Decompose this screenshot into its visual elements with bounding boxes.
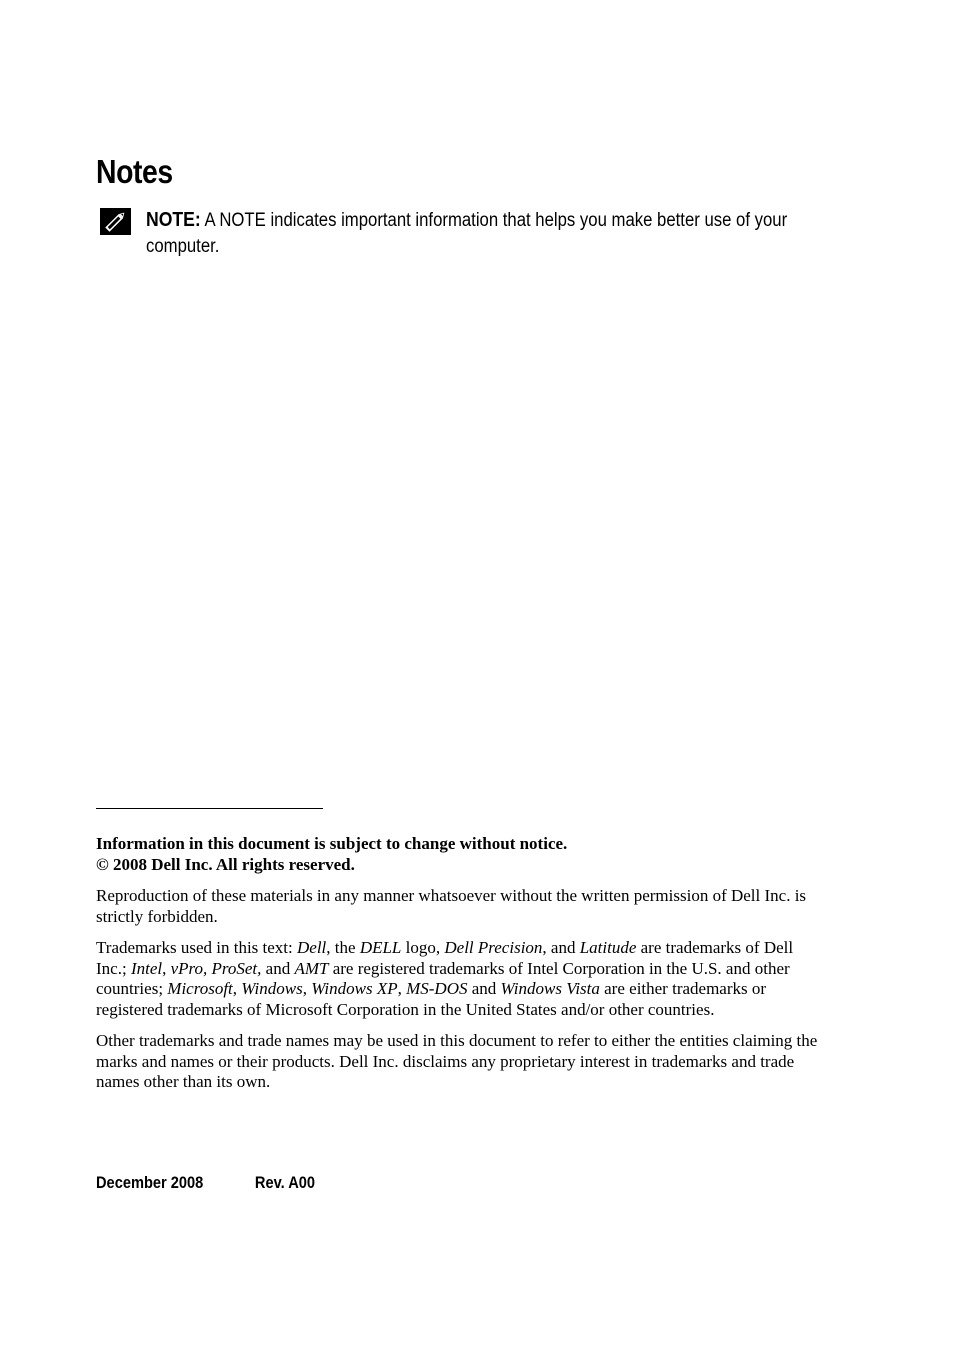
page-title: Notes — [96, 153, 173, 190]
note-paragraph — [146, 207, 815, 260]
note-label: NOTE: — [146, 209, 201, 231]
reproduction-paragraph: Reproduction of these materials in any manner whatsoever without the written permission of Dell Inc. is strictly forbidden. — [96, 886, 807, 926]
pencil-note-icon — [100, 208, 131, 235]
trademarks-paragraph: Trademarks used in this text: Dell, the DELL logo, Dell Precision, and Latitude are trademarks of Dell Inc.; Intel, vPro, ProSet, and AMT are registered trademarks of Intel Corporation in the U.S. and other countries; Microsoft, Windows, Windows XP, MS-DOS and Windows Vista are either trademarks or registered trademarks of Microsoft Corporation in the United States and/or other countries. — [96, 938, 794, 1019]
other-trademarks-paragraph: Other trademarks and trade names may be used in this document to refer to either the entities claiming the marks and names or their products. Dell Inc. disclaims any proprietary interest in trademarks and trade names other than its own. — [96, 1031, 818, 1091]
footnote-divider — [96, 808, 323, 809]
legal-section — [96, 834, 822, 1104]
revision-line — [96, 1172, 315, 1194]
change-notice-line: Information in this document is subject to change without notice. — [96, 834, 568, 853]
copyright-line: © 2008 Dell Inc. All rights reserved. — [96, 854, 355, 874]
change-notice — [96, 834, 822, 875]
revision-number: Rev. A00 — [254, 1173, 316, 1192]
revision-date: December 2008 — [96, 1173, 204, 1192]
note-body: A NOTE indicates important information that helps you make better use of your computer. — [146, 210, 788, 257]
